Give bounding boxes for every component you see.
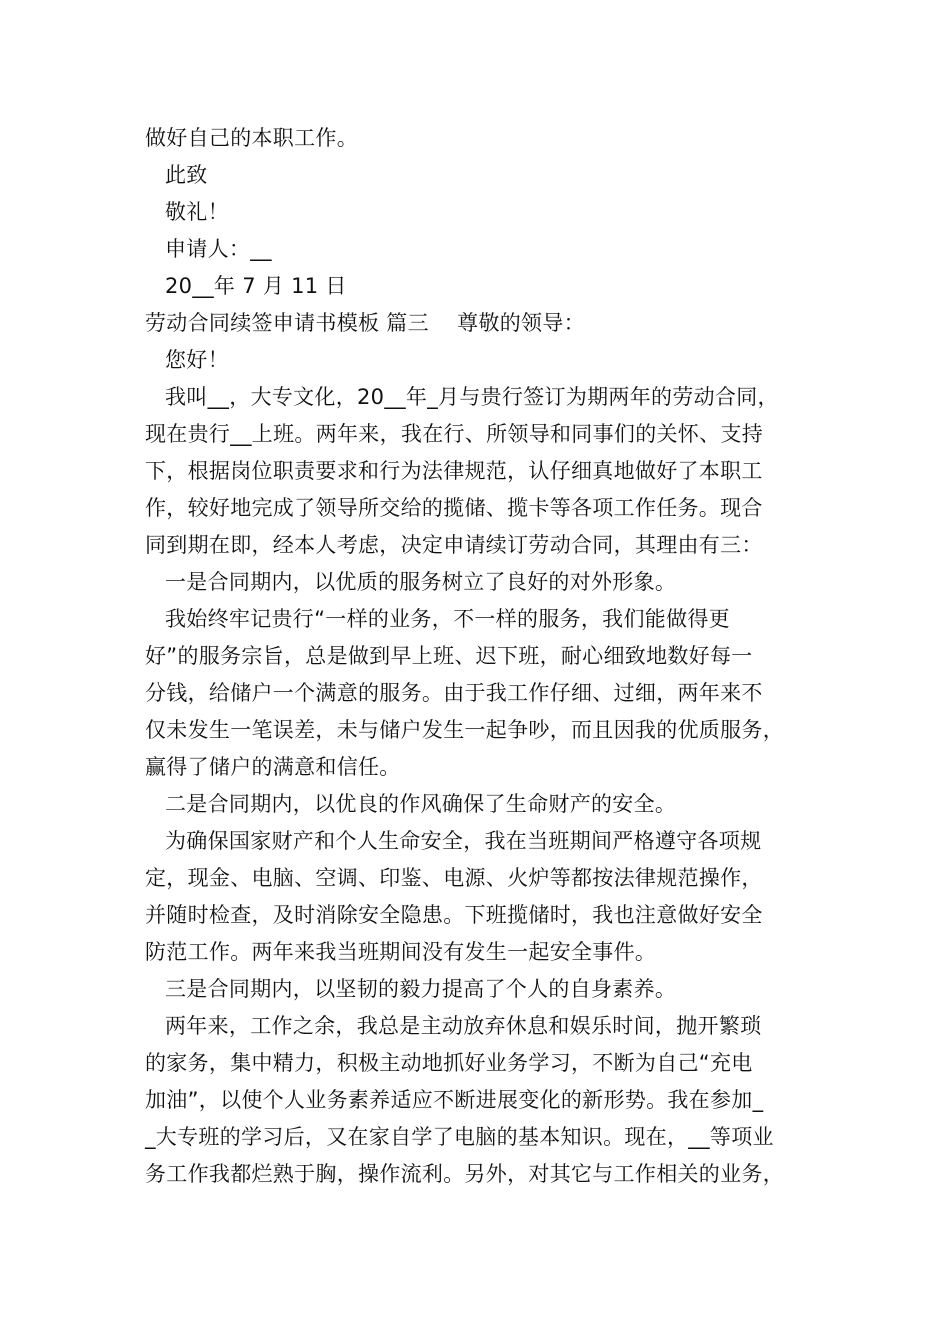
text-line: 下，根据岗位职责要求和行为法律规范，认仔细真地做好了本职工 bbox=[145, 459, 763, 483]
text-line: 好”的服务宗旨，总是做到早上班、迟下班，耐心细致地数好每一 bbox=[145, 644, 753, 668]
text-line: 此致 bbox=[165, 163, 208, 187]
text-line: 分钱，给储户一个满意的服务。由于我工作仔细、过细，两年来不 bbox=[145, 681, 763, 705]
text-line: 防范工作。两年来我当班期间没有发生一起安全事件。 bbox=[145, 940, 657, 964]
text-line: 二是合同期内，以优良的作风确保了生命财产的安全。 bbox=[165, 792, 677, 816]
text-line: 赢得了储户的满意和信任。 bbox=[145, 755, 401, 779]
text-line: 现在贵行__上班。两年来，我在行、所领导和同事们的关怀、支持 bbox=[145, 422, 763, 446]
text-line: 三是合同期内，以坚韧的毅力提高了个人的自身素养。 bbox=[165, 977, 677, 1001]
text-line: 申请人：__ bbox=[165, 237, 272, 261]
text-line: 您好！ bbox=[165, 348, 229, 372]
text-line: 同到期在即，经本人考虑，决定申请续订劳动合同，其理由有三： bbox=[145, 533, 763, 557]
text-line: 仅未发生一笔误差，未与储户发生一起争吵，而且因我的优质服务， bbox=[145, 718, 784, 742]
text-line: 加油”，以使个人业务素养适应不断进展变化的新形势。我在参加_ bbox=[145, 1088, 764, 1112]
text-line: 作，较好地完成了领导所交给的揽储、揽卡等各项工作任务。现合 bbox=[145, 496, 763, 520]
text-line: 为确保国家财产和个人生命安全，我在当班期间严格遵守各项规 bbox=[165, 829, 762, 853]
text-line: 20__年 7 月 11 日 bbox=[165, 274, 347, 298]
text-line: 两年来，工作之余，我总是主动放弃休息和娱乐时间，抛开繁琐 bbox=[165, 1014, 762, 1038]
text-line: 务工作我都烂熟于胸，操作流利。另外，对其它与工作相关的业务， bbox=[145, 1162, 784, 1186]
text-line: _大专班的学习后，又在家自学了电脑的基本知识。现在，__等项业 bbox=[145, 1125, 774, 1149]
text-line: 定，现金、电脑、空调、印鉴、电源、火炉等都按法律规范操作， bbox=[145, 866, 763, 890]
text-line: 一是合同期内，以优质的服务树立了良好的对外形象。 bbox=[165, 570, 677, 594]
text-line: 并随时检查，及时消除安全隐患。下班揽储时，我也注意做好安全 bbox=[145, 903, 763, 927]
text-line: 我叫__，大专文化，20__年_月与贵行签订为期两年的劳动合同， bbox=[165, 385, 779, 409]
section-heading: 劳动合同续签申请书模板 篇三 尊敬的领导： bbox=[145, 311, 585, 335]
text-line: 的家务，集中精力，积极主动地抓好业务学习，不断为自己“充电 bbox=[145, 1051, 753, 1075]
text-line: 我始终牢记贵行“一样的业务，不一样的服务，我们能做得更 bbox=[165, 607, 730, 631]
text-line: 做好自己的本职工作。 bbox=[145, 126, 358, 150]
text-line: 敬礼！ bbox=[165, 200, 229, 224]
